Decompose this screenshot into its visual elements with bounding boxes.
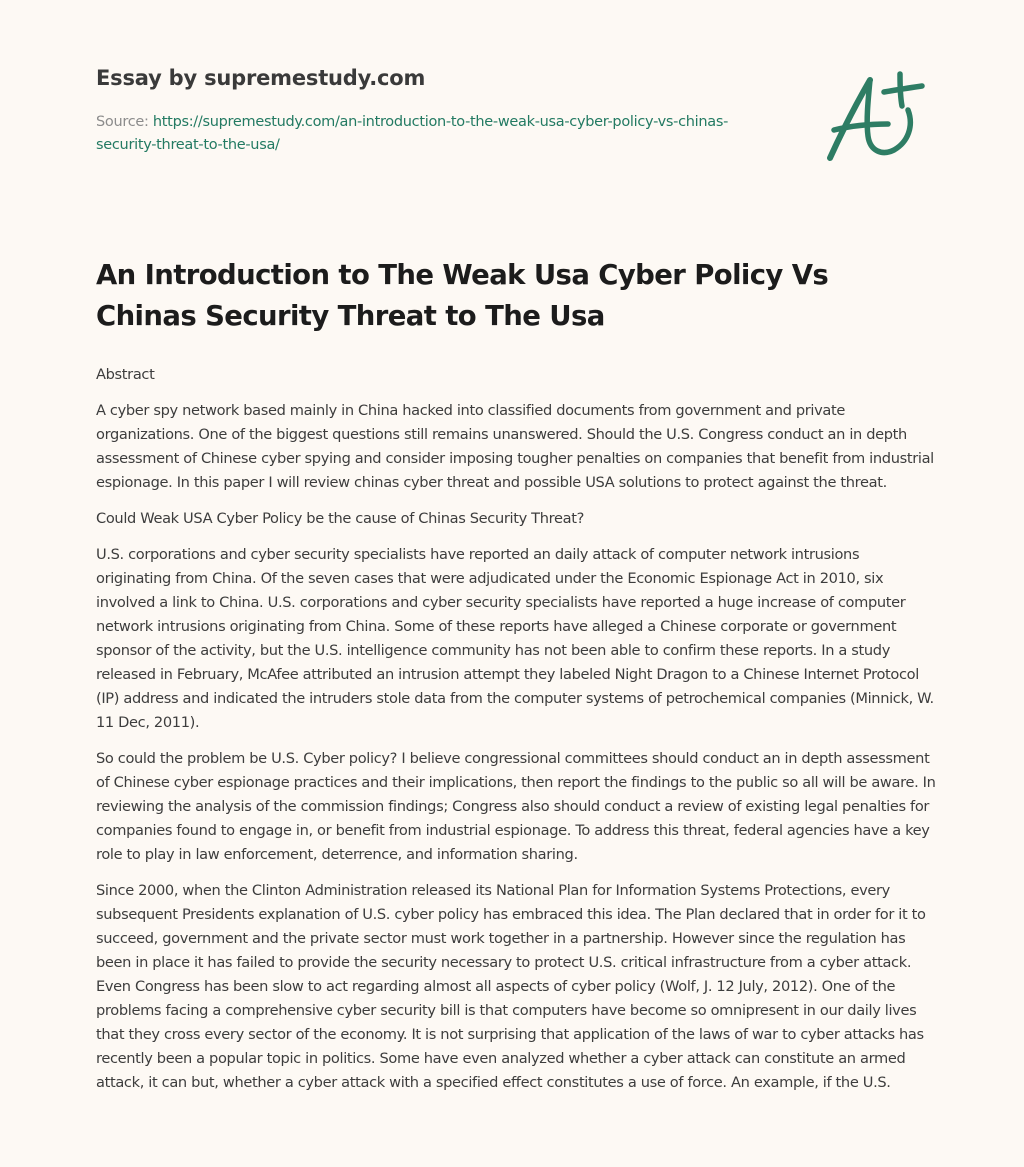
source-link[interactable]: https://supremestudy.com/an-introduction-to-the-weak-usa-cyber-policy-vs-chinas-security-threat-to-the-usa/ <box>96 114 729 153</box>
section-question: Could Weak USA Cyber Policy be the cause of Chinas Security Threat? <box>96 510 584 527</box>
paragraph: Since 2000, when the Clinton Administration released its National Plan for Information Systems Protections, every subsequent Presidents explanation of U.S. cyber policy has embraced this idea. The Plan declared that in order for it to succeed, government and the private sector must work together in a partnership. However since the regulation has been in place it has failed to provide the security necessary to protect U.S. critical infrastructure from a cyber attack. Even Congress has been slow to act regarding almost all aspects of cyber policy (Wolf, J. 12 July, 2012). One of the problems facing a comprehensive cyber security bill is that computers have become so omnipresent in our daily lives that they cross every sector of the economy. It is not surprising that application of the laws of war to cyber attacks has recently been a popular topic in politics. Some have even analyzed whether a cyber attack can constitute an armed attack, it can but, whether a cyber attack with a specified effect constitutes a use of force. An example, if the U.S. <box>96 882 926 1091</box>
source-line <box>96 111 776 157</box>
paragraph: U.S. corporations and cyber security specialists have reported an daily attack of computer network intrusions originating from China. Of the seven cases that were adjudicated under the Economic Espionage Act in 2010, six involved a link to China. U.S. corporations and cyber security specialists have reported a huge increase of computer network intrusions originating from China. Some of these reports have alleged a Chinese corporate or government sponsor of the activity, but the U.S. intelligence community has not been able to confirm these reports. In a study released in February, McAfee attributed an intrusion attempt they labeled Night Dragon to a Chinese Internet Protocol (IP) address and indicated the intruders stole data from the computer systems of petrochemical companies (Minnick, W. 11 Dec, 2011). <box>96 546 934 731</box>
abstract-heading: Abstract <box>96 366 155 383</box>
essay-title: An Introduction to The Weak Usa Cyber Policy Vs Chinas Security Threat to The Usa <box>96 259 829 332</box>
paragraph: So could the problem be U.S. Cyber policy? I believe congressional committees should conduct an in depth assessment of Chinese cyber espionage practices and their implications, then report the findings to the public so all will be aware. In reviewing the analysis of the commission findings; Congress also should conduct a review of existing legal penalties for companies found to engage in, or benefit from industrial espionage. To address this threat, federal agencies have a key role to play in law enforcement, deterrence, and information sharing. <box>96 750 936 863</box>
source-label: Source: <box>96 114 153 130</box>
page-header <box>96 62 776 157</box>
site-title: Essay by supremestudy.com <box>96 66 426 90</box>
essay-article <box>96 255 936 1107</box>
a-plus-grade-icon <box>822 66 932 166</box>
paragraph: A cyber spy network based mainly in China hacked into classified documents from government and private organizations. One of the biggest questions still remains unanswered. Should the U.S. Congress conduct an in depth assessment of Chinese cyber spying and consider imposing tougher penalties on companies that benefit from industrial espionage. In this paper I will review chinas cyber threat and possible USA solutions to protect against the threat. <box>96 402 934 491</box>
